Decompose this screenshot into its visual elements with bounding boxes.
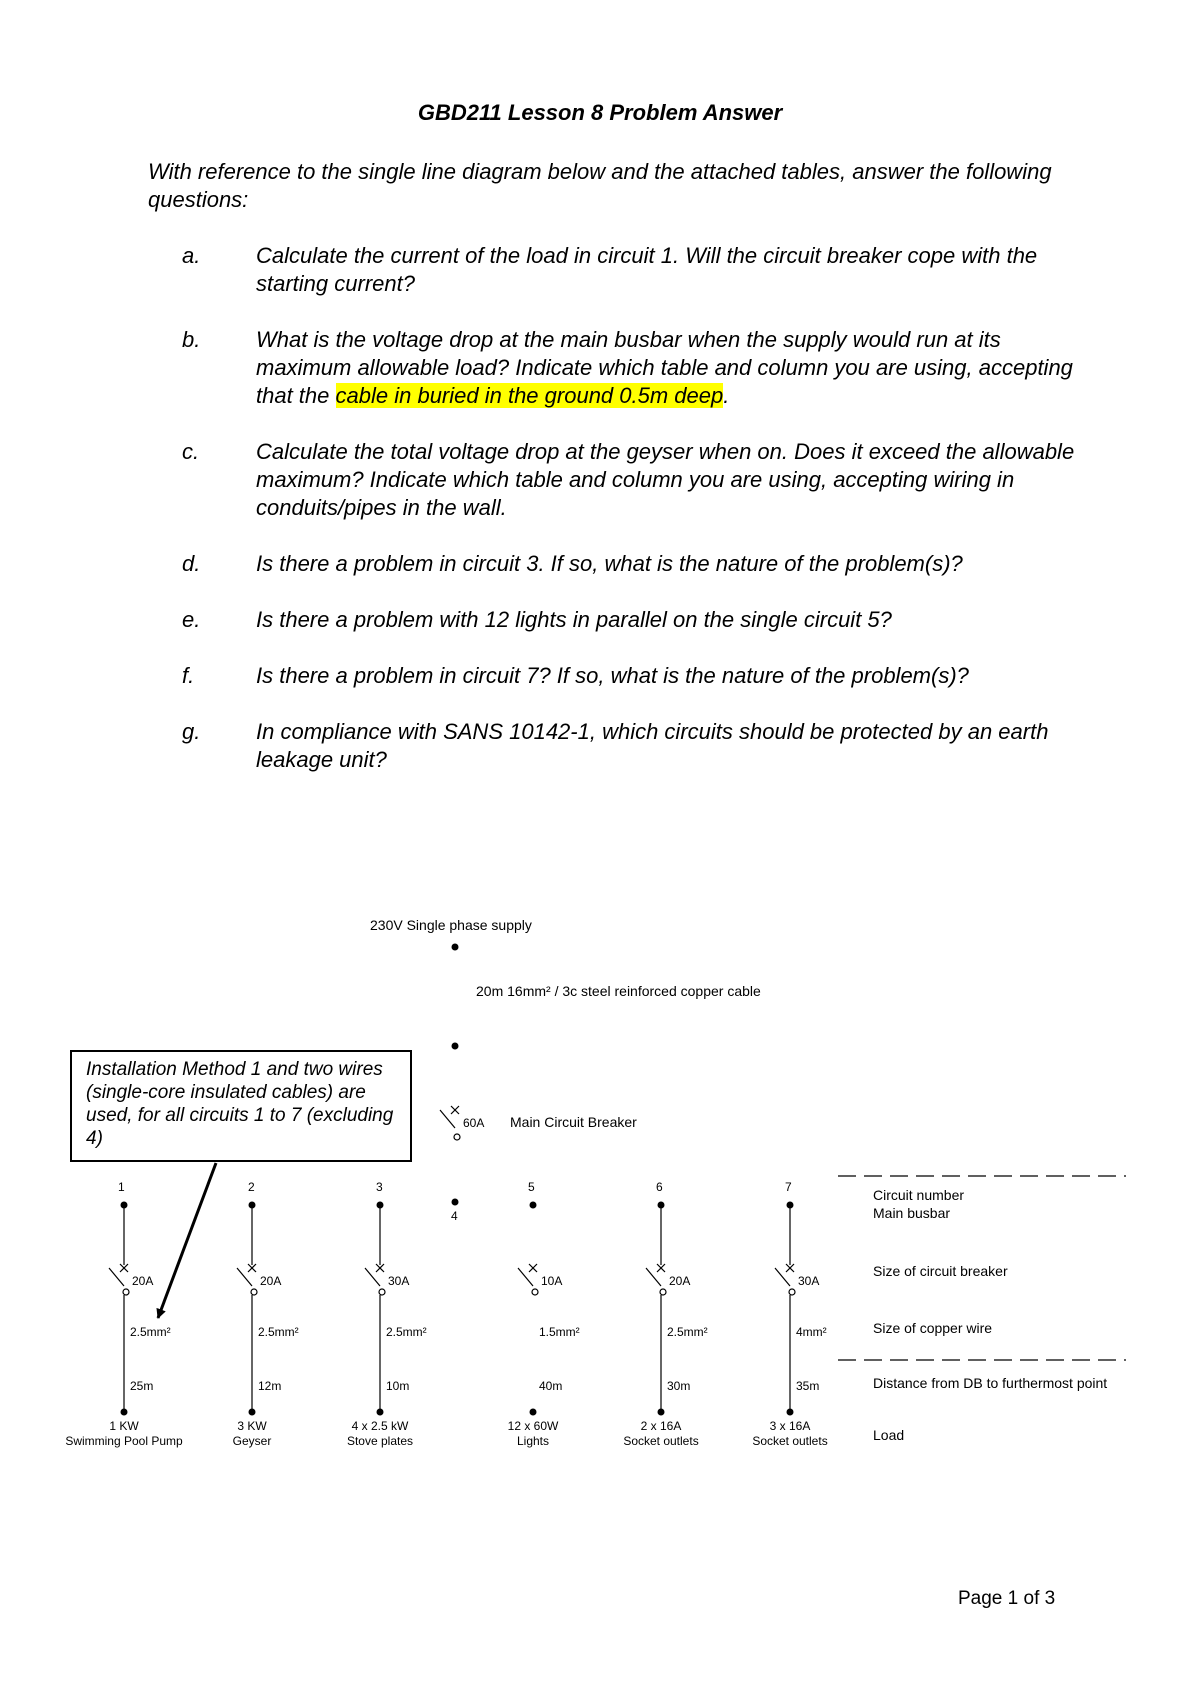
question-text-part: . [723,383,730,408]
load: 4 x 2.5 kW [351,1419,409,1433]
question-text: Is there a problem in circuit 3. If so, what is the nature of the problem(s)? [256,551,963,576]
breaker-contact [789,1289,795,1295]
breaker-contact [532,1289,538,1295]
circuit-5 [508,1180,580,1448]
question-letter: d. [182,551,201,576]
supply-label: 230V Single phase supply [370,917,532,933]
load-description: Socket outlets [752,1434,828,1448]
question-text: Is there a problem with 12 lights in parallel on the single circuit 5? [256,607,892,632]
legend-main-busbar: Main busbar [873,1205,951,1221]
wire-size: 4mm² [796,1325,827,1339]
circuit-2 [233,1180,299,1448]
wire-size: 1.5mm² [539,1325,580,1339]
distance: 12m [258,1379,282,1393]
question-letter: e. [182,607,201,632]
circuit-7 [752,1180,827,1448]
highlighted-text: cable in buried in the ground 0.5m deep [335,383,724,408]
question-letter: b. [182,327,201,352]
cable-label: 20m 16mm² / 3c steel reinforced copper cable [476,983,761,999]
breaker-rating: 10A [541,1274,563,1288]
load-description: Swimming Pool Pump [65,1434,183,1448]
breaker-rating: 20A [260,1274,282,1288]
wire-size: 2.5mm² [386,1325,427,1339]
load-node [658,1409,665,1416]
distance: 40m [539,1379,563,1393]
breaker-contact [123,1289,129,1295]
circuit-number: 5 [528,1180,535,1194]
distance: 35m [796,1379,820,1393]
cable-end-node [452,1043,459,1050]
breaker-rating: 30A [388,1274,410,1288]
legend-load: Load [873,1427,905,1443]
page-number: Page 1 of 3 [958,1588,1056,1609]
question-text: Calculate the current of the load in circuit 1. Will the circuit breaker cope with the starting current? [256,243,1038,296]
legend-circuit-number: Circuit number [873,1187,965,1203]
legend-distance: Distance from DB to furthermost point [873,1375,1108,1391]
supply-node [452,944,459,951]
spare-circuit-node [452,1199,459,1206]
breaker-contact [660,1289,666,1295]
wire-size: 2.5mm² [258,1325,299,1339]
distance: 25m [130,1379,154,1393]
question-letter: f. [182,663,195,688]
main-breaker-symbol [440,1106,460,1140]
question-text: In compliance with SANS 10142-1, which circuits should be protected by an earth leakage unit? [256,719,1049,772]
breaker-rating: 20A [669,1274,691,1288]
load-description: Socket outlets [623,1434,699,1448]
distance: 30m [667,1379,691,1393]
circuit-number: 2 [248,1180,255,1194]
load: 12 x 60W [507,1419,559,1433]
question-letter: a. [182,243,201,268]
load-description: Lights [516,1434,550,1448]
question-text-part: What is the voltage drop at the main busbar when the supply would run at its maximum allowable load? Indicate which table and column you are using, accepting that the [256,327,1073,408]
load-node [377,1409,384,1416]
circuit-1 [65,1180,183,1448]
load-node [787,1409,794,1416]
load: 1 KW [109,1419,139,1433]
circuit-number: 7 [785,1180,792,1194]
load-node [530,1409,537,1416]
wire-size: 2.5mm² [130,1325,171,1339]
circuit-number: 3 [376,1180,383,1194]
circuit-number: 6 [656,1180,663,1194]
breaker-contact [379,1289,385,1295]
spare-circuit-number: 4 [451,1209,458,1223]
intro-text: With reference to the single line diagram below and the attached tables, answer the following questions: [148,159,1052,212]
load-description: Geyser [232,1434,272,1448]
installation-method-callout: Installation Method 1 and two wires (single-core insulated cables) are used, for all circuits 1 to 7 (excluding 4) [70,1050,412,1162]
wire-size: 2.5mm² [667,1325,708,1339]
load-node [249,1409,256,1416]
annotation-arrow [158,1163,216,1318]
load: 3 x 16A [769,1419,811,1433]
distance: 10m [386,1379,410,1393]
breaker-contact [251,1289,257,1295]
legend-wire-size: Size of copper wire [873,1320,993,1336]
load: 2 x 16A [640,1419,682,1433]
circuit-6 [623,1180,707,1448]
load-description: Stove plates [346,1434,414,1448]
circuit-3 [347,1180,427,1448]
legend-breaker-size: Size of circuit breaker [873,1263,1008,1279]
question-letter: g. [182,719,201,744]
circuit-number: 1 [118,1180,125,1194]
breaker-rating: 30A [798,1274,820,1288]
question-text: Calculate the total voltage drop at the geyser when on. Does it exceed the allowable maximum? Indicate which table and column you are using, accepting wiring in conduits/pipes in the wall. [256,439,1075,520]
main-breaker-rating: 60A [463,1116,485,1130]
question-text: Is there a problem in circuit 7? If so, what is the nature of the problem(s)? [256,663,969,688]
main-breaker-label: Main Circuit Breaker [510,1114,637,1130]
question-letter: c. [182,439,200,464]
busbar-node [530,1202,537,1209]
breaker-rating: 20A [132,1274,154,1288]
document-title: GBD211 Lesson 8 Problem Answer [417,100,783,125]
load: 3 KW [237,1419,267,1433]
load-node [121,1409,128,1416]
